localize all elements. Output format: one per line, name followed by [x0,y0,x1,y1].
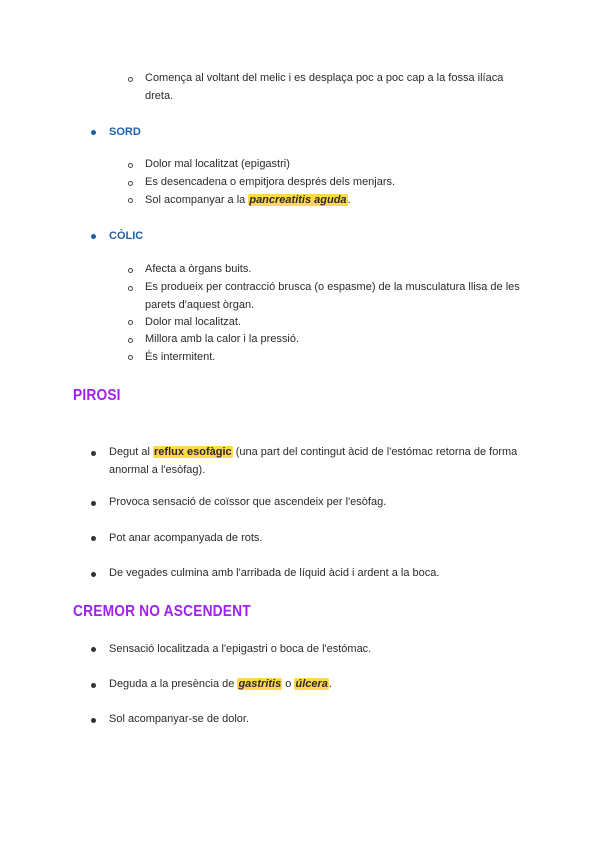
list-item-line: parets d'aquest òrgan. [145,298,255,311]
dot-bullet-icon [91,683,96,688]
list-item: Sensació localitzada a l'epigastri o boca de l'estómac. [109,643,372,655]
list-item-line: dreta. [145,89,174,102]
list-item: Afecta a òrgans buits. [145,263,252,275]
list-item-line: Comença al voltant del melic i es desplaça poc a poc cap a la fossa ilíaca [145,72,504,84]
dot-bullet-icon [91,130,96,135]
highlighted-term: gastritis [238,678,282,690]
dot-bullet-icon [91,451,96,456]
list-item [109,676,332,694]
circle-bullet-icon [128,286,133,291]
dot-bullet-icon [91,234,96,239]
circle-bullet-icon [128,181,133,186]
circle-bullet-icon [128,198,133,203]
list-item: Dolor mal localitzat. [145,316,241,328]
list-item [145,192,351,210]
dot-bullet-icon [91,572,96,577]
circle-bullet-icon [128,355,133,360]
section-heading-cremor: CREMOR NO ASCENDENT [73,603,251,620]
list-item-line [109,444,517,462]
list-item-line: anormal a l'esòfag). [109,463,206,476]
section-heading-pirosi: PIROSI [73,387,121,404]
highlighted-term: úlcera [295,678,328,690]
list-item: Es desencadena o empitjora després dels menjars. [145,176,396,188]
text: Sol acompanyar a la [145,194,249,206]
list-item: Pot anar acompanyada de rots. [109,532,263,544]
text: . [328,678,332,690]
list-item: És intermitent. [145,351,216,363]
list-item [145,279,520,314]
dot-bullet-icon [91,647,96,652]
list-item [145,70,503,105]
subsection-title-sord: SORD [109,126,141,138]
list-item: Dolor mal localitzat (epigastri) [145,158,290,170]
list-item: De vegades culmina amb l'arribada de líquid àcid i ardent a la boca. [109,567,440,579]
circle-bullet-icon [128,77,133,82]
text: Deguda a la presència de [109,678,238,690]
circle-bullet-icon [128,320,133,325]
subsection-title-colic: CÒLIC [109,230,144,242]
text: o [282,678,295,690]
circle-bullet-icon [128,338,133,343]
highlighted-term: reflux esofàgic [154,446,232,458]
list-item [109,444,517,479]
list-item-line: Es produeix per contracció brusca (o espasme) de la musculatura llisa de les [145,281,520,293]
text: Degut al [109,446,154,458]
list-item: Sol acompanyar-se de dolor. [109,713,250,725]
dot-bullet-icon [91,536,96,541]
list-item: Provoca sensació de coïssor que ascendeix per l'esòfag. [109,496,387,508]
text: . [347,194,351,206]
text: (una part del contingut àcid de l'estómac retorna de forma [232,446,518,458]
list-item: Millora amb la calor i la pressió. [145,333,300,345]
dot-bullet-icon [91,718,96,723]
dot-bullet-icon [91,501,96,506]
circle-bullet-icon [128,268,133,273]
highlighted-term: pancreatitis aguda [249,194,347,206]
circle-bullet-icon [128,163,133,168]
